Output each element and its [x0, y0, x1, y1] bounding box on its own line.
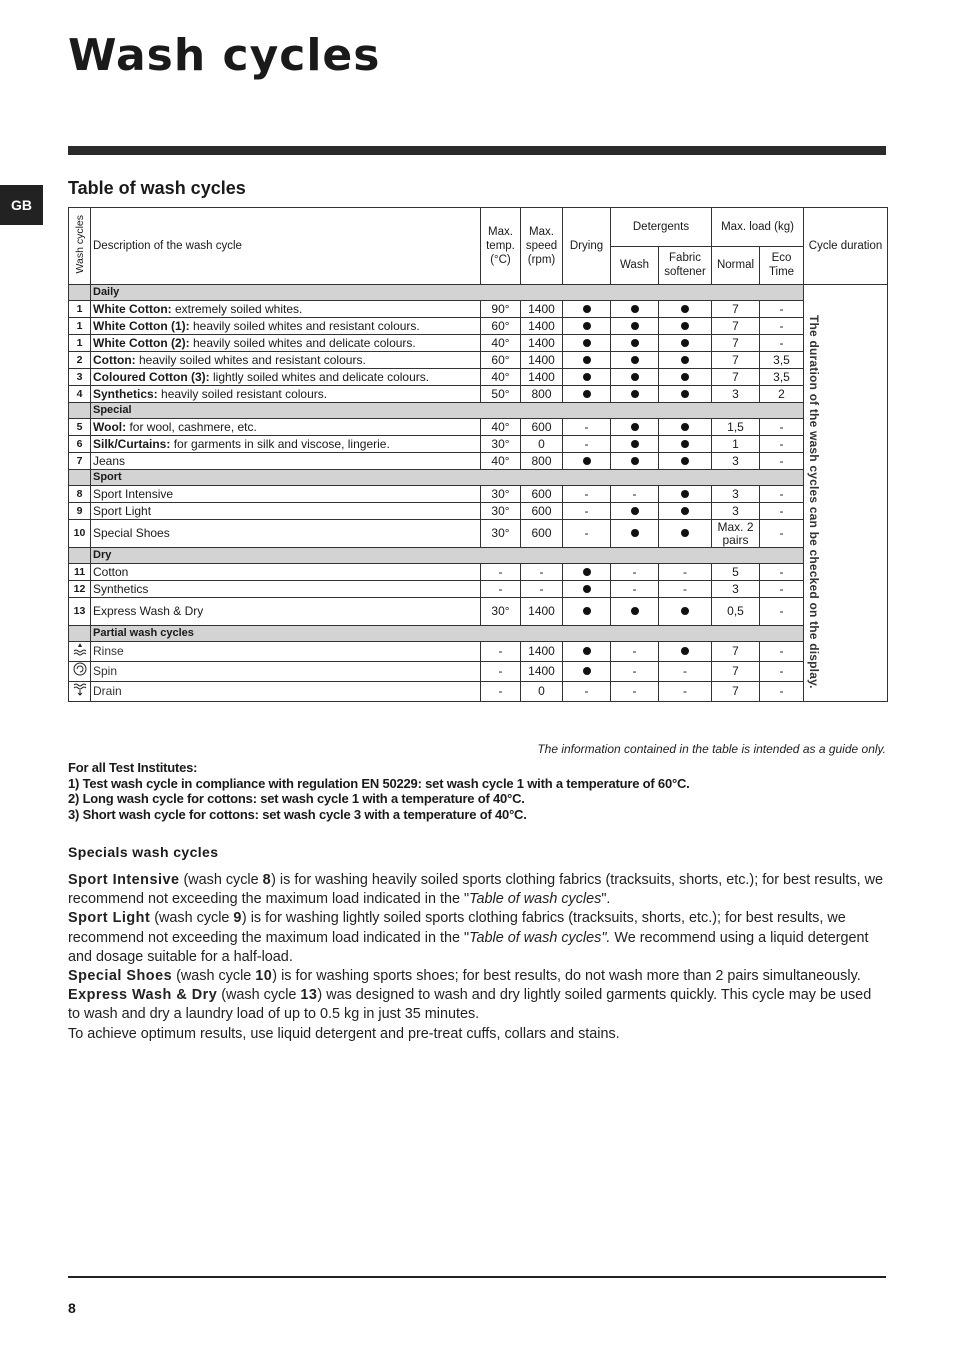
dot-marker — [681, 507, 689, 515]
dot-marker — [681, 490, 689, 498]
drying-cell — [563, 642, 611, 662]
dot-marker — [681, 305, 689, 313]
fabric-softener-cell — [659, 642, 712, 662]
cycle-number: 4 — [69, 386, 91, 403]
max-temp-cell: 30° — [481, 598, 521, 626]
dot-marker — [631, 607, 639, 615]
sport-intensive-paragraph: Sport Intensive (wash cycle 8) is for washing heavily soiled sports clothing fabrics (tracksuits, shorts, etc.); for best results, we recommend not exceeding the maximum load indicated in the "Table of wash cycles". — [68, 872, 883, 908]
table-row — [69, 564, 888, 581]
max-speed-cell: 0 — [521, 682, 563, 702]
max-speed-cell: 1400 — [521, 301, 563, 318]
eco-time-cell: 3,5 — [760, 369, 804, 386]
dot-marker — [681, 356, 689, 364]
test-institutes-item: 2) Long wash cycle for cottons: set wash cycle 1 with a temperature of 40°C. — [68, 791, 525, 807]
max-speed-cell: 800 — [521, 453, 563, 470]
fabric-softener-cell — [659, 598, 712, 626]
eco-time-cell: - — [760, 335, 804, 352]
max-temp-cell: 30° — [481, 503, 521, 520]
fabric-softener-cell — [659, 453, 712, 470]
wash-cycles-table — [68, 207, 888, 702]
language-tab: GB — [0, 185, 43, 225]
fabric-softener-cell: - — [659, 564, 712, 581]
eco-time-cell: 2 — [760, 386, 804, 403]
header-normal: Normal — [712, 246, 760, 285]
footer-rule — [68, 1276, 886, 1278]
dot-marker — [631, 529, 639, 537]
eco-time-cell: - — [760, 662, 804, 682]
drying-cell — [563, 598, 611, 626]
express-wash-paragraph: Express Wash & Dry (wash cycle 13) was designed to wash and dry lightly soiled garments quickly. This cycle may be used to wash and dry a laundry load of up to 0.5 kg in just 35 minutes. — [68, 987, 872, 1023]
table-row — [69, 581, 888, 598]
cycle-number — [69, 642, 91, 662]
max-speed-cell: 1400 — [521, 642, 563, 662]
table-row — [69, 352, 888, 369]
header-max-load: Max. load (kg) — [712, 208, 804, 247]
drying-cell: - — [563, 682, 611, 702]
max-temp-cell: 60° — [481, 318, 521, 335]
section-title: Dry — [91, 548, 804, 564]
max-temp-cell: 50° — [481, 386, 521, 403]
cycle-description: Sport Light — [91, 503, 481, 520]
max-speed-cell: 600 — [521, 520, 563, 548]
table-row — [69, 662, 888, 682]
cycle-number: 5 — [69, 419, 91, 436]
fabric-softener-cell — [659, 369, 712, 386]
dot-marker — [583, 322, 591, 330]
drying-cell — [563, 581, 611, 598]
max-temp-cell: 40° — [481, 453, 521, 470]
dot-marker — [631, 457, 639, 465]
cycle-description: Coloured Cotton (3): lightly soiled whites and delicate colours. — [91, 369, 481, 386]
dot-marker — [681, 457, 689, 465]
specials-heading: Specials wash cycles — [68, 844, 219, 860]
cycle-number — [69, 682, 91, 702]
table-title: Table of wash cycles — [68, 178, 246, 198]
table-row — [69, 318, 888, 335]
max-temp-cell: 30° — [481, 436, 521, 453]
sport-light-paragraph: Sport Light (wash cycle 9) is for washing lightly soiled sports clothing fabrics (tracksuits, shorts, etc.); for best results, we recommend not exceeding the maximum load indicated in the "Table of wash cycles". We recommend using a liquid detergent and dosage suitable for a half-load. — [68, 910, 869, 965]
cycle-number: 1 — [69, 318, 91, 335]
fabric-softener-cell: - — [659, 682, 712, 702]
table-row — [69, 335, 888, 352]
dot-marker — [583, 667, 591, 675]
cycle-number: 11 — [69, 564, 91, 581]
drying-cell — [563, 335, 611, 352]
normal-load-cell: 3 — [712, 386, 760, 403]
max-temp-cell: 60° — [481, 352, 521, 369]
max-temp-cell: - — [481, 564, 521, 581]
table-row — [69, 386, 888, 403]
max-speed-cell: 1400 — [521, 369, 563, 386]
section-row — [69, 548, 888, 564]
normal-load-cell: 0,5 — [712, 598, 760, 626]
wash-detergent-cell — [611, 503, 659, 520]
header-max-temp: Max. temp. (°C) — [481, 208, 521, 285]
drying-cell: - — [563, 419, 611, 436]
max-speed-cell: 1400 — [521, 352, 563, 369]
page-title: Wash cycles — [68, 30, 381, 81]
eco-time-cell: - — [760, 436, 804, 453]
dot-marker — [583, 647, 591, 655]
wash-detergent-cell: - — [611, 642, 659, 662]
cycle-description: Drain — [91, 682, 481, 702]
table-row — [69, 301, 888, 318]
eco-time-cell: - — [760, 598, 804, 626]
header-cycle-duration: Cycle duration — [804, 208, 888, 285]
eco-time-cell: - — [760, 453, 804, 470]
cycle-description: White Cotton (1): heavily soiled whites and resistant colours. — [91, 318, 481, 335]
normal-load-cell: 7 — [712, 682, 760, 702]
section-title: Daily — [91, 285, 804, 301]
max-speed-cell: 1400 — [521, 335, 563, 352]
cycle-number: 10 — [69, 520, 91, 548]
wash-detergent-cell — [611, 301, 659, 318]
fabric-softener-cell — [659, 503, 712, 520]
max-temp-cell: 30° — [481, 520, 521, 548]
header-drying: Drying — [563, 208, 611, 285]
header-rule — [68, 146, 886, 155]
dot-marker — [631, 373, 639, 381]
cycle-description: Jeans — [91, 453, 481, 470]
dot-marker — [583, 339, 591, 347]
cycle-number: 9 — [69, 503, 91, 520]
dot-marker — [681, 529, 689, 537]
header-max-speed: Max. speed (rpm) — [521, 208, 563, 285]
wash-detergent-cell — [611, 369, 659, 386]
header-detergents: Detergents — [611, 208, 712, 247]
dot-marker — [681, 322, 689, 330]
fabric-softener-cell — [659, 352, 712, 369]
wash-detergent-cell — [611, 453, 659, 470]
normal-load-cell: 7 — [712, 335, 760, 352]
table-body — [69, 285, 888, 702]
drying-cell — [563, 386, 611, 403]
eco-time-cell: - — [760, 486, 804, 503]
drying-cell — [563, 564, 611, 581]
wash-detergent-cell — [611, 419, 659, 436]
normal-load-cell: 3 — [712, 503, 760, 520]
dot-marker — [631, 423, 639, 431]
dot-marker — [681, 440, 689, 448]
cycle-number: 6 — [69, 436, 91, 453]
max-speed-cell: - — [521, 581, 563, 598]
max-temp-cell: 40° — [481, 369, 521, 386]
normal-load-cell: 3 — [712, 581, 760, 598]
wash-detergent-cell: - — [611, 564, 659, 581]
max-speed-cell: 800 — [521, 386, 563, 403]
max-speed-cell: 1400 — [521, 598, 563, 626]
normal-load-cell: 3 — [712, 453, 760, 470]
eco-time-cell: - — [760, 564, 804, 581]
drying-cell — [563, 352, 611, 369]
max-temp-cell: 90° — [481, 301, 521, 318]
cycle-number: 2 — [69, 352, 91, 369]
section-title: Sport — [91, 470, 804, 486]
table-row — [69, 503, 888, 520]
fabric-softener-cell: - — [659, 581, 712, 598]
table-row — [69, 598, 888, 626]
max-temp-cell: - — [481, 662, 521, 682]
header-fabric-softener: Fabric softener — [659, 246, 712, 285]
normal-load-cell: 1 — [712, 436, 760, 453]
max-speed-cell: 600 — [521, 486, 563, 503]
fabric-softener-cell — [659, 318, 712, 335]
wash-detergent-cell: - — [611, 682, 659, 702]
section-title: Special — [91, 403, 804, 419]
dot-marker — [681, 390, 689, 398]
drying-cell: - — [563, 503, 611, 520]
section-title: Partial wash cycles — [91, 626, 804, 642]
fabric-softener-cell — [659, 335, 712, 352]
cycle-number: 1 — [69, 335, 91, 352]
dot-marker — [583, 305, 591, 313]
drying-cell — [563, 453, 611, 470]
cycle-description: Silk/Curtains: for garments in silk and viscose, lingerie. — [91, 436, 481, 453]
table-row — [69, 369, 888, 386]
test-institutes — [68, 760, 690, 822]
max-speed-cell: 1400 — [521, 662, 563, 682]
table-row — [69, 642, 888, 662]
eco-time-cell: - — [760, 318, 804, 335]
spin-icon — [73, 662, 87, 676]
dot-marker — [681, 423, 689, 431]
cycle-number: 1 — [69, 301, 91, 318]
dot-marker — [681, 647, 689, 655]
dot-marker — [681, 339, 689, 347]
cycle-description: Wool: for wool, cashmere, etc. — [91, 419, 481, 436]
max-temp-cell: - — [481, 642, 521, 662]
cycle-description: Sport Intensive — [91, 486, 481, 503]
test-institutes-heading: For all Test Institutes: — [68, 760, 198, 775]
eco-time-cell: - — [760, 301, 804, 318]
eco-time-cell: - — [760, 642, 804, 662]
section-row — [69, 285, 888, 301]
section-row — [69, 403, 888, 419]
wash-detergent-cell — [611, 318, 659, 335]
cycle-number: 7 — [69, 453, 91, 470]
dot-marker — [631, 305, 639, 313]
header-eco-time: Eco Time — [760, 246, 804, 285]
dot-marker — [631, 339, 639, 347]
eco-time-cell: 3,5 — [760, 352, 804, 369]
drying-cell — [563, 369, 611, 386]
eco-time-cell: - — [760, 682, 804, 702]
normal-load-cell: 7 — [712, 369, 760, 386]
cycle-description: Express Wash & Dry — [91, 598, 481, 626]
cycle-number: 12 — [69, 581, 91, 598]
wash-detergent-cell — [611, 520, 659, 548]
wash-detergent-cell: - — [611, 486, 659, 503]
dot-marker — [631, 356, 639, 364]
dot-marker — [631, 390, 639, 398]
normal-load-cell: 3 — [712, 486, 760, 503]
eco-time-cell: - — [760, 520, 804, 548]
normal-load-cell: 7 — [712, 662, 760, 682]
test-institutes-item: 1) Test wash cycle in compliance with regulation EN 50229: set wash cycle 1 with a temperature of 60°C. — [68, 775, 690, 791]
cycle-description: Cotton: heavily soiled whites and resistant colours. — [91, 352, 481, 369]
test-institutes-item: 3) Short wash cycle for cottons: set wash cycle 3 with a temperature of 40°C. — [68, 806, 527, 822]
table-row — [69, 682, 888, 702]
dot-marker — [583, 585, 591, 593]
dot-marker — [631, 322, 639, 330]
normal-load-cell: 1,5 — [712, 419, 760, 436]
fabric-softener-cell — [659, 386, 712, 403]
max-temp-cell: - — [481, 581, 521, 598]
section-row — [69, 626, 888, 642]
rinse-icon — [73, 642, 87, 656]
max-temp-cell: 40° — [481, 419, 521, 436]
max-speed-cell: 1400 — [521, 318, 563, 335]
max-speed-cell: 600 — [521, 503, 563, 520]
table-note: The information contained in the table is intended as a guide only. — [537, 742, 886, 756]
eco-time-cell: - — [760, 503, 804, 520]
fabric-softener-cell — [659, 436, 712, 453]
wash-detergent-cell: - — [611, 581, 659, 598]
drying-cell: - — [563, 520, 611, 548]
cycle-description: Synthetics — [91, 581, 481, 598]
fabric-softener-cell — [659, 486, 712, 503]
normal-load-cell: 7 — [712, 318, 760, 335]
max-temp-cell: - — [481, 682, 521, 702]
drying-cell — [563, 318, 611, 335]
wash-detergent-cell — [611, 386, 659, 403]
max-speed-cell: 600 — [521, 419, 563, 436]
normal-load-cell: 7 — [712, 642, 760, 662]
cycle-number: 3 — [69, 369, 91, 386]
cycle-description: Synthetics: heavily soiled resistant colours. — [91, 386, 481, 403]
cycle-description: Cotton — [91, 564, 481, 581]
dot-marker — [631, 440, 639, 448]
table-row — [69, 520, 888, 548]
header-wash-cycles: Wash cycles — [69, 208, 91, 285]
drying-cell — [563, 301, 611, 318]
max-temp-cell: 30° — [481, 486, 521, 503]
dot-marker — [583, 373, 591, 381]
wash-detergent-cell — [611, 352, 659, 369]
dot-marker — [681, 607, 689, 615]
normal-load-cell: Max. 2 pairs — [712, 520, 760, 548]
max-speed-cell: - — [521, 564, 563, 581]
max-speed-cell: 0 — [521, 436, 563, 453]
table-row — [69, 436, 888, 453]
dot-marker — [583, 390, 591, 398]
fabric-softener-cell: - — [659, 662, 712, 682]
cycle-number: 13 — [69, 598, 91, 626]
cycle-description: White Cotton (2): heavily soiled whites and delicate colours. — [91, 335, 481, 352]
drying-cell: - — [563, 486, 611, 503]
header-wash: Wash — [611, 246, 659, 285]
dot-marker — [583, 568, 591, 576]
drying-cell — [563, 662, 611, 682]
table-row — [69, 419, 888, 436]
cycle-number — [69, 662, 91, 682]
normal-load-cell: 7 — [712, 352, 760, 369]
cycle-duration-note: The duration of the wash cycles can be checked on the display. — [804, 285, 888, 702]
dot-marker — [583, 457, 591, 465]
fabric-softener-cell — [659, 419, 712, 436]
max-temp-cell: 40° — [481, 335, 521, 352]
cycle-description: Special Shoes — [91, 520, 481, 548]
cycle-description: White Cotton: extremely soiled whites. — [91, 301, 481, 318]
special-shoes-paragraph: Special Shoes (wash cycle 10) is for washing sports shoes; for best results, do not wash more than 2 pairs simultaneously. — [68, 968, 861, 985]
eco-time-cell: - — [760, 419, 804, 436]
eco-time-cell: - — [760, 581, 804, 598]
wash-detergent-cell — [611, 436, 659, 453]
table-row — [69, 486, 888, 503]
dot-marker — [631, 507, 639, 515]
wash-detergent-cell — [611, 598, 659, 626]
dot-marker — [681, 373, 689, 381]
wash-detergent-cell: - — [611, 662, 659, 682]
page-number: 8 — [68, 1300, 76, 1316]
normal-load-cell: 5 — [712, 564, 760, 581]
optimum-results-paragraph: To achieve optimum results, use liquid detergent and pre-treat cuffs, collars and stains. — [68, 1025, 620, 1042]
dot-marker — [583, 356, 591, 364]
drain-icon — [73, 682, 87, 696]
specials-text — [68, 871, 886, 1044]
table-row — [69, 453, 888, 470]
cycle-description: Rinse — [91, 642, 481, 662]
wash-detergent-cell — [611, 335, 659, 352]
fabric-softener-cell — [659, 301, 712, 318]
cycle-description: Spin — [91, 662, 481, 682]
header-description: Description of the wash cycle — [91, 208, 481, 285]
drying-cell: - — [563, 436, 611, 453]
fabric-softener-cell — [659, 520, 712, 548]
section-row — [69, 470, 888, 486]
cycle-number: 8 — [69, 486, 91, 503]
dot-marker — [583, 607, 591, 615]
normal-load-cell: 7 — [712, 301, 760, 318]
